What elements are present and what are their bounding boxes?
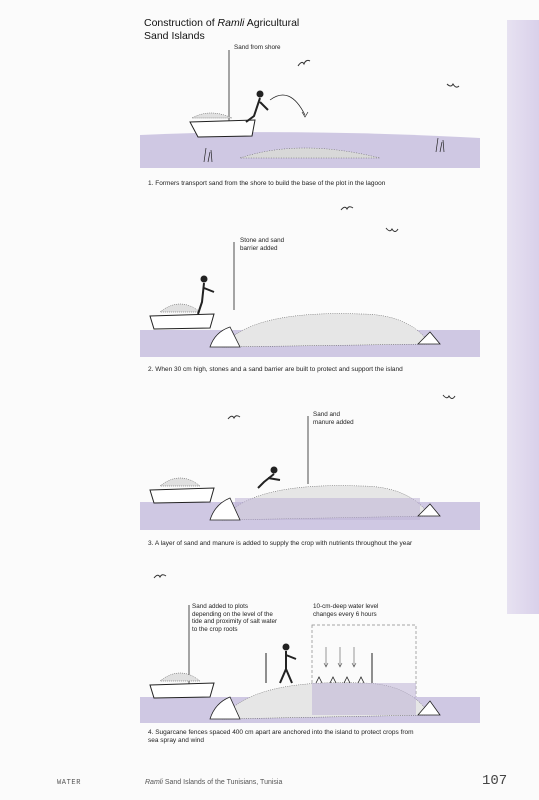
bird-icon — [227, 412, 241, 422]
caption-step-4: 4. Sugarcane fences spaced 400 cm apart are anchored into the island to protect crops from sea spray and wind — [148, 729, 414, 744]
label-sand-added-plots: Sand added to plots depending on the level of the tide and proximity of salt water to the crop roots — [192, 603, 278, 633]
diagram-step-3 — [140, 408, 480, 536]
chapter-tab — [507, 20, 539, 614]
bird-icon — [442, 392, 456, 402]
bird-icon — [297, 58, 311, 68]
label-stone-sand-barrier: Stone and sand barrier added — [240, 237, 285, 252]
footer-section: WATER — [57, 779, 82, 787]
label-sand-from-shore: Sand from shore — [234, 44, 281, 51]
bird-icon — [446, 80, 460, 90]
diagram-step-4 — [140, 595, 480, 735]
page-number: 107 — [482, 773, 508, 789]
caption-step-2: 2. When 30 cm high, stones and a sand barrier are built to protect and support the island — [148, 366, 403, 373]
bird-icon — [385, 225, 399, 235]
page-title: Construction of Ramli Agricultural Sand Islands — [144, 17, 300, 42]
diagram-step-2 — [140, 232, 480, 362]
caption-step-1: 1. Formers transport sand from the shore to build the base of the plot in the lagoon — [148, 180, 386, 187]
label-sand-manure: Sand and manure added — [313, 411, 354, 426]
label-water-level: 10-cm-deep water level changes every 6 hours — [313, 603, 379, 618]
caption-step-3: 3. A layer of sand and manure is added to supply the crop with nutrients throughout the year — [148, 540, 413, 547]
footer-book-title: Ramli Sand Islands of the Tunisians, Tunisia — [145, 779, 283, 786]
bird-icon — [340, 203, 354, 213]
bird-icon — [153, 571, 167, 581]
